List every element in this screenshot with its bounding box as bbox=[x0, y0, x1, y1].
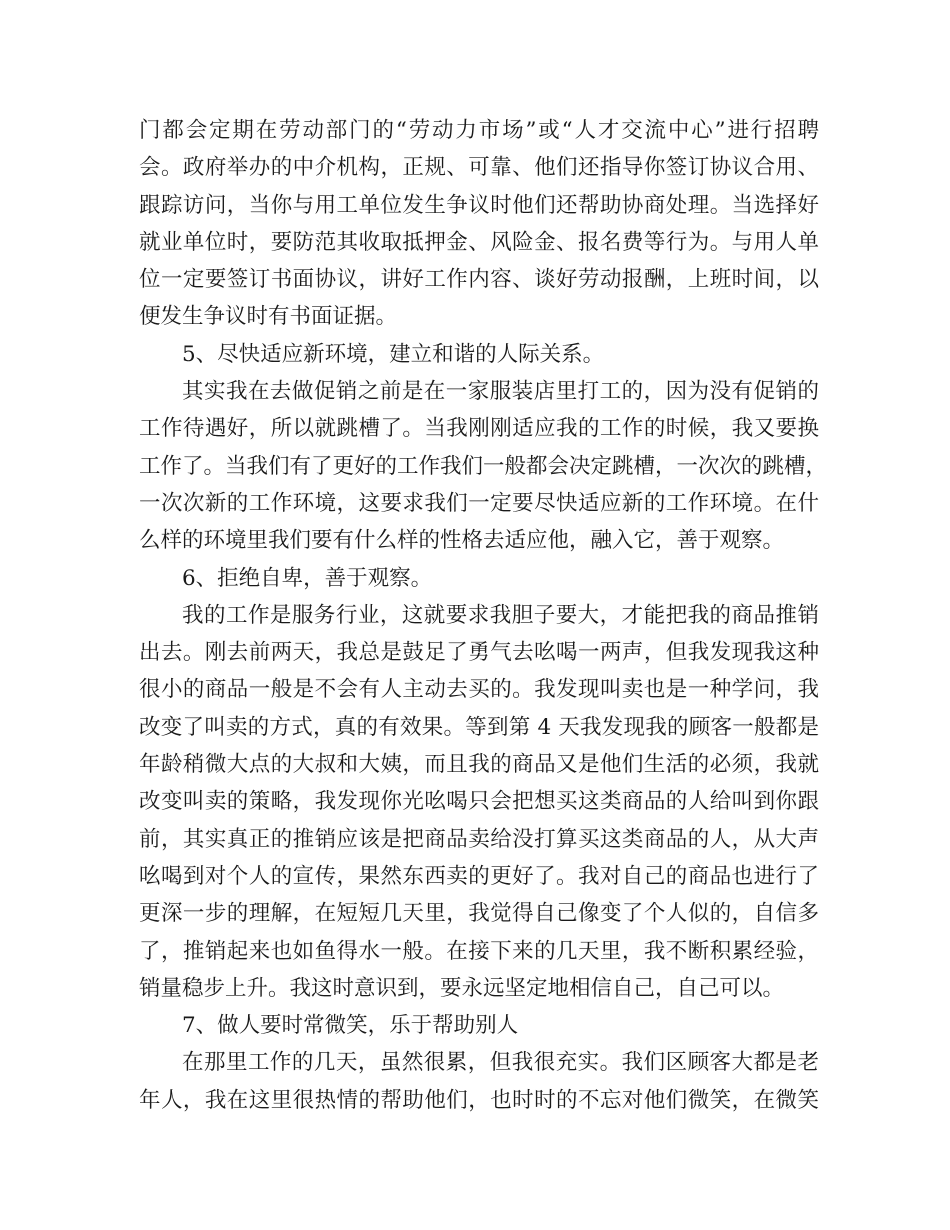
body-line: 门都会定期在劳动部门的“劳动力市场”或“人才交流中心”进行招聘 bbox=[139, 118, 819, 143]
body-line: 更深一步的理解，在短短几天里，我觉得自己像变了个人似的，自信多 bbox=[139, 901, 819, 927]
paragraph-first-line: 我的工作是服务行业，这就要求我胆子要大，才能把我的商品推销 bbox=[182, 602, 819, 628]
body-line: 改变叫卖的策略，我发现你光吆喝只会把想买这类商品的人给叫到你跟 bbox=[139, 789, 819, 815]
body-line: 吆喝到对个人的宣传，果然东西卖的更好了。我对自己的商品也进行了 bbox=[139, 863, 819, 889]
body-line: 了，推销起来也如鱼得水一般。在接下来的几天里，我不断积累经验， bbox=[139, 938, 819, 964]
body-line: 便发生争议时有书面证据。 bbox=[139, 304, 398, 330]
body-line: 会。政府举办的中介机构，正规、可靠、他们还指导你签订协议合用、 bbox=[139, 155, 819, 181]
section-heading: 6、拒绝自卑，善于观察。 bbox=[182, 565, 433, 591]
section-heading: 5、尽快适应新环境，建立和谐的人际关系。 bbox=[182, 341, 605, 367]
paragraph-first-line: 其实我在去做促销之前是在一家服装店里打工的，因为没有促销的 bbox=[182, 379, 819, 405]
body-line: 工作待遇好，所以就跳槽了。当我刚刚适应我的工作的时候，我又要换 bbox=[139, 416, 819, 442]
body-line: 销量稳步上升。我这时意识到，要永远坚定地相信自己，自己可以。 bbox=[139, 975, 785, 1001]
body-line: 位一定要签订书面协议，讲好工作内容、谈好劳动报酬，上班时间，以 bbox=[139, 267, 819, 293]
body-line: 么样的环境里我们要有什么样的性格去适应他，融入它，善于观察。 bbox=[139, 528, 785, 554]
section-heading: 7、做人要时常微笑，乐于帮助别人 bbox=[182, 1013, 519, 1039]
body-line: 年龄稍微大点的大叔和大姨，而且我的商品又是他们生活的必须，我就 bbox=[139, 752, 819, 778]
paragraph-first-line: 在那里工作的几天，虽然很累，但我很充实。我们区顾客大都是老 bbox=[182, 1050, 819, 1076]
body-line: 出去。刚去前两天，我总是鼓足了勇气去吆喝一两声，但我发现我这种 bbox=[139, 640, 819, 666]
body-line: 一次次新的工作环境，这要求我们一定要尽快适应新的工作环境。在什 bbox=[139, 490, 819, 516]
body-line: 前，其实真正的推销应该是把商品卖给没打算买这类商品的人，从大声 bbox=[139, 826, 819, 852]
body-line: 跟踪访问，当你与用工单位发生争议时他们还帮助协商处理。当选择好 bbox=[139, 192, 819, 218]
body-line: 年人，我在这里很热情的帮助他们，也时时的不忘对他们微笑，在微笑 bbox=[139, 1087, 819, 1113]
body-line: 很小的商品一般是不会有人主动去买的。我发现叫卖也是一种学问，我 bbox=[139, 677, 819, 703]
body-line: 工作了。当我们有了更好的工作我们一般都会决定跳槽，一次次的跳槽， bbox=[139, 453, 828, 479]
body-line: 就业单位时，要防范其收取抵押金、风险金、报名费等行为。与用人单 bbox=[139, 229, 819, 255]
body-line: 改变了叫卖的方式，真的有效果。等到第 4 天我发现我的顾客一般都是 bbox=[139, 714, 819, 740]
document-body bbox=[139, 112, 828, 1119]
